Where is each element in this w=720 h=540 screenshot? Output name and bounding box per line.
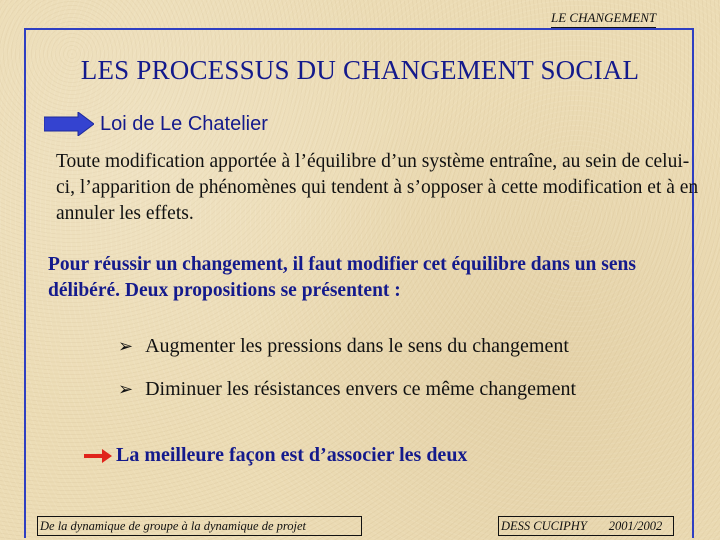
arrow-bullet-icon: ➢ [118,379,134,400]
law-heading [44,112,268,136]
intro-statement: Pour réussir un changement, il faut modifier cet équilibre dans un sens délibéré. Deux propositions se présentent : [48,254,636,301]
slide-title: LES PROCESSUS DU CHANGEMENT SOCIAL [80,55,640,85]
header-label: LE CHANGEMENT [551,10,657,25]
arrow-right-icon [84,448,112,464]
footer-course-title: De la dynamique de groupe à la dynamique de projet [37,516,362,536]
law-label: Loi de Le Chatelier [100,112,268,135]
conclusion [84,444,467,467]
option-text: Augmenter les pressions dans le sens du changement [145,335,569,357]
list-item [118,378,576,401]
arrow-bullet-icon: ➢ [118,336,134,357]
arrow-right-icon [44,112,94,136]
conclusion-text: La meilleure façon est d’associer les deux [116,444,468,466]
list-item [118,335,569,358]
footer-program-name: DESS CUCIPHY [501,519,587,533]
footer-program [498,516,674,536]
option-text: Diminuer les résistances envers ce même changement [145,378,577,400]
footer-year: 2001/2002 [608,519,663,533]
law-definition: Toute modification apportée à l’équilibre d’un système entraîne, au sein de celui-ci, l’apparition de phénomènes qui tendent à s’opposer à cette modification et à en annuler les effets. [56,151,699,224]
